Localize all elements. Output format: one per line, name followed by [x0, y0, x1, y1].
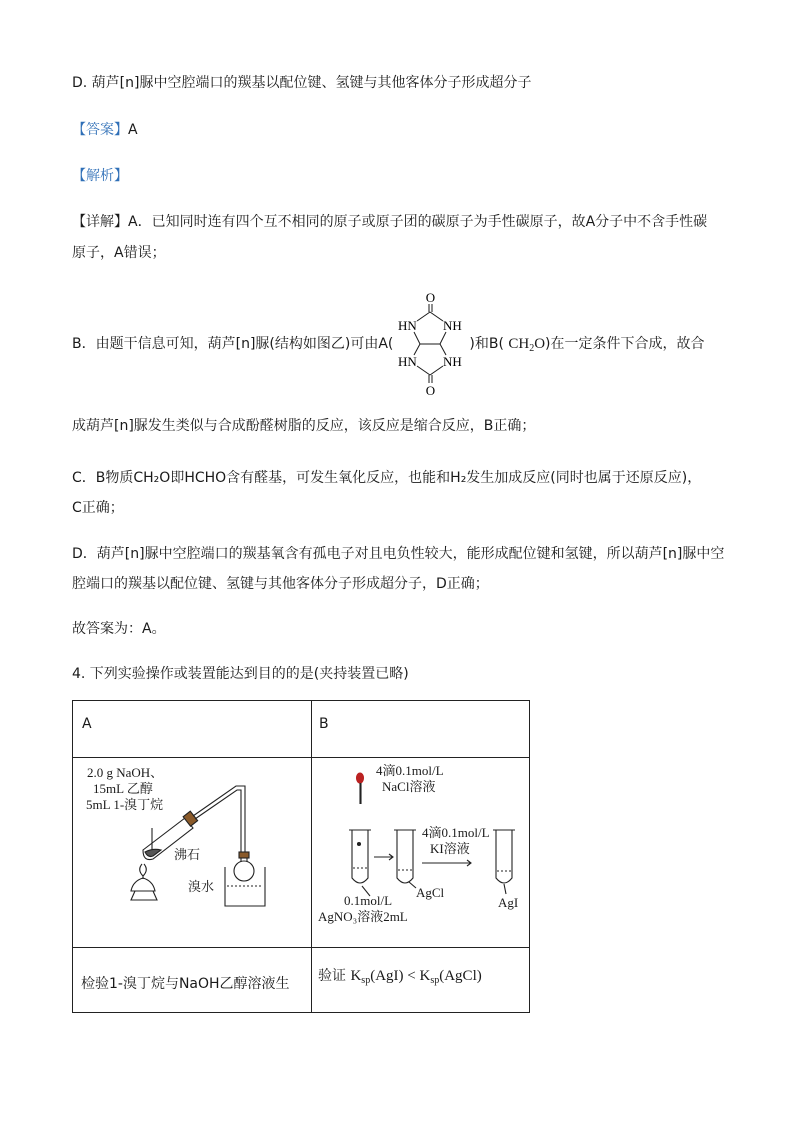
- fig-b-drop2-line2: KI溶液: [430, 841, 470, 856]
- figure-b: [312, 758, 530, 946]
- fig-b-drop1-line1: 4滴0.1mol/L: [376, 763, 444, 778]
- mol-hn-bl: HN: [398, 354, 417, 369]
- formula-sub: 2: [529, 343, 535, 354]
- mol-hn-tl: HN: [398, 318, 417, 333]
- question-4: 4. 下列实验操作或装置能达到目的的是(夹持装置已略): [72, 666, 409, 682]
- b-suffix: )在一定条件下合成，故合: [545, 336, 705, 352]
- figure-a: [73, 758, 311, 946]
- mol-nh-tr: NH: [443, 318, 462, 333]
- answer-tag: 【答案】: [72, 122, 128, 138]
- fig-b-drop1-line2: NaCl溶液: [382, 779, 436, 794]
- fig-a-boiling-chip: 沸石: [174, 847, 201, 862]
- fig-b-agi: AgI: [498, 895, 519, 910]
- explanation-d-line1: D．葫芦[n]脲中空腔端口的羰基氧含有孤电子对且电负性较大，能形成配位键和氢键，所以葫芦[n]脲中空: [72, 546, 725, 562]
- answer-value: A: [128, 122, 138, 138]
- option-d: D. 葫芦[n]脲中空腔端口的羰基以配位键、氢键与其他客体分子形成超分子: [72, 75, 532, 91]
- b-prefix: B．由题干信息可知，葫芦[n]脲(结构如图乙)可由A(: [72, 336, 394, 352]
- fig-a-reagent3: 5mL 1-溴丁烷: [86, 797, 164, 812]
- ksp1-k: K: [350, 968, 362, 984]
- explanation-c-line1: C．B物质CH₂O即HCHO含有醛基，可发生氧化反应，也能和H₂发生加成反应(同时也属于还原反应)，: [72, 470, 702, 486]
- table-divider-h2: [73, 947, 529, 948]
- analysis-tag: 【解析】: [72, 168, 128, 184]
- fig-b-agcl: AgCl: [416, 885, 445, 900]
- ksp2-k: K: [419, 968, 431, 984]
- fig-a-reagent2: 15mL 乙醇: [93, 781, 153, 796]
- explanation-c-line2: C正确；: [72, 500, 124, 516]
- ksp1-sp: sp: [361, 975, 371, 986]
- options-table: [72, 700, 530, 1013]
- fig-b-agno3-line1: 0.1mol/L: [344, 893, 393, 908]
- mol-o-top: O: [425, 290, 436, 305]
- explanation-a-line1: 【详解】A．已知同时连有四个互不相同的原子或原子团的碳原子为手性碳原子，故A分子中不含手性碳: [72, 214, 708, 230]
- mol-o-bottom: O: [425, 383, 436, 398]
- ksp2-sp: sp: [430, 975, 440, 986]
- header-b: B: [319, 716, 329, 732]
- caption-b: [318, 965, 482, 986]
- conclusion: 故答案为：A。: [72, 621, 166, 637]
- caption-b-ksp-agi: [350, 968, 481, 984]
- explanation-b-line1: [72, 334, 705, 359]
- ksp1-agi: (AgI) <: [370, 968, 420, 984]
- fig-a-reagent1: 2.0 g NaOH、: [87, 765, 164, 780]
- explanation-d-line2: 腔端口的羰基以配位键、氢键与其他客体分子形成超分子，D正确；: [72, 576, 489, 592]
- fig-b-apparatus: [312, 758, 530, 946]
- explanation-b-line2: 成葫芦[n]脲发生类似与合成酚醛树脂的反应，该反应是缩合反应，B正确；: [72, 418, 536, 434]
- formula-o: O: [534, 336, 546, 352]
- fig-b-agno3-line2: AgNO₃溶液2mL: [318, 909, 408, 924]
- caption-b-prefix: 验证: [318, 968, 346, 984]
- formula-ch: CH: [508, 336, 530, 352]
- fig-a-apparatus: [73, 758, 311, 946]
- explanation-a-line2: 原子，A错误；: [72, 245, 166, 261]
- b-middle: )和B(: [469, 336, 504, 352]
- ksp2-agcl: (AgCl): [439, 968, 482, 984]
- glycoluril-structure: [392, 288, 472, 400]
- b-formula: [508, 336, 545, 352]
- fig-b-drop2-line1: 4滴0.1mol/L: [422, 825, 490, 840]
- caption-a: 检验1-溴丁烷与NaOH乙醇溶液生: [81, 976, 290, 992]
- mol-nh-br: NH: [443, 354, 462, 369]
- header-a: A: [82, 716, 92, 732]
- answer-line: [72, 120, 138, 140]
- fig-a-bromine-water: 溴水: [188, 879, 215, 894]
